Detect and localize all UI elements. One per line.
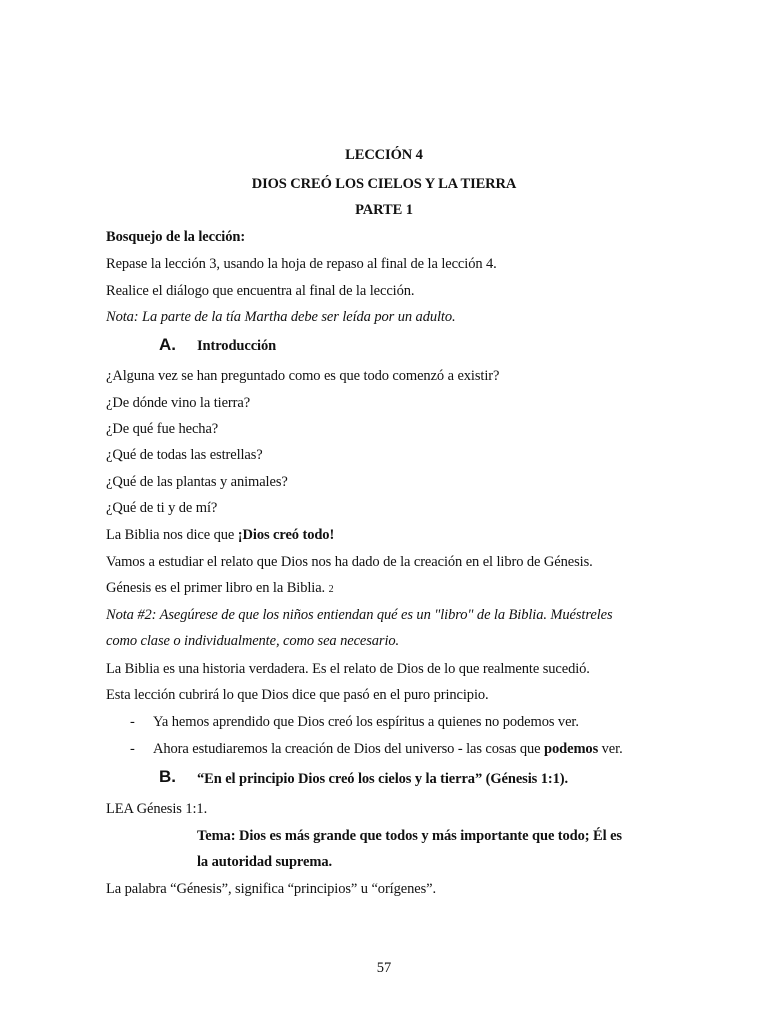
lesson-number: LECCIÓN 4 bbox=[345, 147, 423, 163]
question-3: ¿De qué fue hecha? bbox=[106, 421, 219, 437]
note-2-line-2: como clase o individualmente, como sea necesario. bbox=[106, 633, 400, 649]
bullet-1: Ya hemos aprendido que Dios creó los espíritus a quienes no podemos ver. bbox=[153, 714, 579, 730]
outline-note: Nota: La parte de la tía Martha debe ser leída por un adulto. bbox=[106, 309, 456, 325]
theme-line-2: la autoridad suprema. bbox=[197, 854, 332, 870]
page-number: 57 bbox=[376, 960, 392, 976]
section-b-heading: “En el principio Dios creó los cielos y la tierra” (Génesis 1:1). bbox=[197, 771, 568, 787]
bible-says-line bbox=[106, 526, 334, 544]
section-b-letter: B. bbox=[159, 767, 176, 786]
question-5: ¿Qué de las plantas y animales? bbox=[106, 474, 288, 490]
lesson-title: DIOS CREÓ LOS CIELOS Y LA TIERRA bbox=[251, 176, 517, 192]
study-line: Vamos a estudiar el relato que Dios nos ha dado de la creación en el libro de Génesis. bbox=[106, 554, 593, 570]
bullet-2-bold: podemos bbox=[544, 741, 599, 757]
bullet-2-prefix: Ahora estudiaremos la creación de Dios del universo - las cosas que bbox=[153, 741, 545, 757]
outline-line-2: Realice el diálogo que encuentra al final de la lección. bbox=[106, 283, 415, 299]
section-a-letter: A. bbox=[159, 335, 176, 354]
bible-says-text: La Biblia nos dice que bbox=[106, 527, 238, 543]
section-a-heading: Introducción bbox=[197, 338, 277, 354]
note-2-line-1: Nota #2: Asegúrese de que los niños entiendan qué es un "libro" de la Biblia. Muéstreles bbox=[106, 607, 613, 623]
genesis-meaning-line: La palabra “Génesis”, significa “principios” u “orígenes”. bbox=[106, 881, 436, 897]
genesis-text: Génesis es el primer libro en la Biblia. bbox=[106, 580, 326, 596]
question-6: ¿Qué de ti y de mí? bbox=[106, 500, 218, 516]
lesson-part: PARTE 1 bbox=[355, 202, 413, 218]
bullet-2-dash: - bbox=[130, 741, 135, 757]
god-created-all-text: ¡Dios creó todo! bbox=[237, 527, 335, 543]
read-genesis-line: LEA Génesis 1:1. bbox=[106, 801, 208, 817]
genesis-line bbox=[106, 579, 334, 599]
genesis-reference: 2 bbox=[328, 584, 334, 595]
true-story-line: La Biblia es una historia verdadera. Es el relato de Dios de lo que realmente sucedió. bbox=[106, 661, 590, 677]
lesson-covers-line: Esta lección cubrirá lo que Dios dice que pasó en el puro principio. bbox=[106, 687, 489, 703]
bullet-1-dash: - bbox=[130, 714, 135, 730]
bullet-2 bbox=[153, 740, 623, 758]
outline-line-1: Repase la lección 3, usando la hoja de repaso al final de la lección 4. bbox=[106, 256, 497, 272]
theme-line-1: Tema: Dios es más grande que todos y más importante que todo; Él es bbox=[197, 828, 622, 844]
bullet-2-suffix: ver. bbox=[598, 741, 623, 757]
question-4: ¿Qué de todas las estrellas? bbox=[106, 447, 263, 463]
question-2: ¿De dónde vino la tierra? bbox=[106, 395, 251, 411]
question-1: ¿Alguna vez se han preguntado como es que todo comenzó a existir? bbox=[106, 368, 500, 384]
outline-heading: Bosquejo de la lección: bbox=[106, 229, 246, 245]
